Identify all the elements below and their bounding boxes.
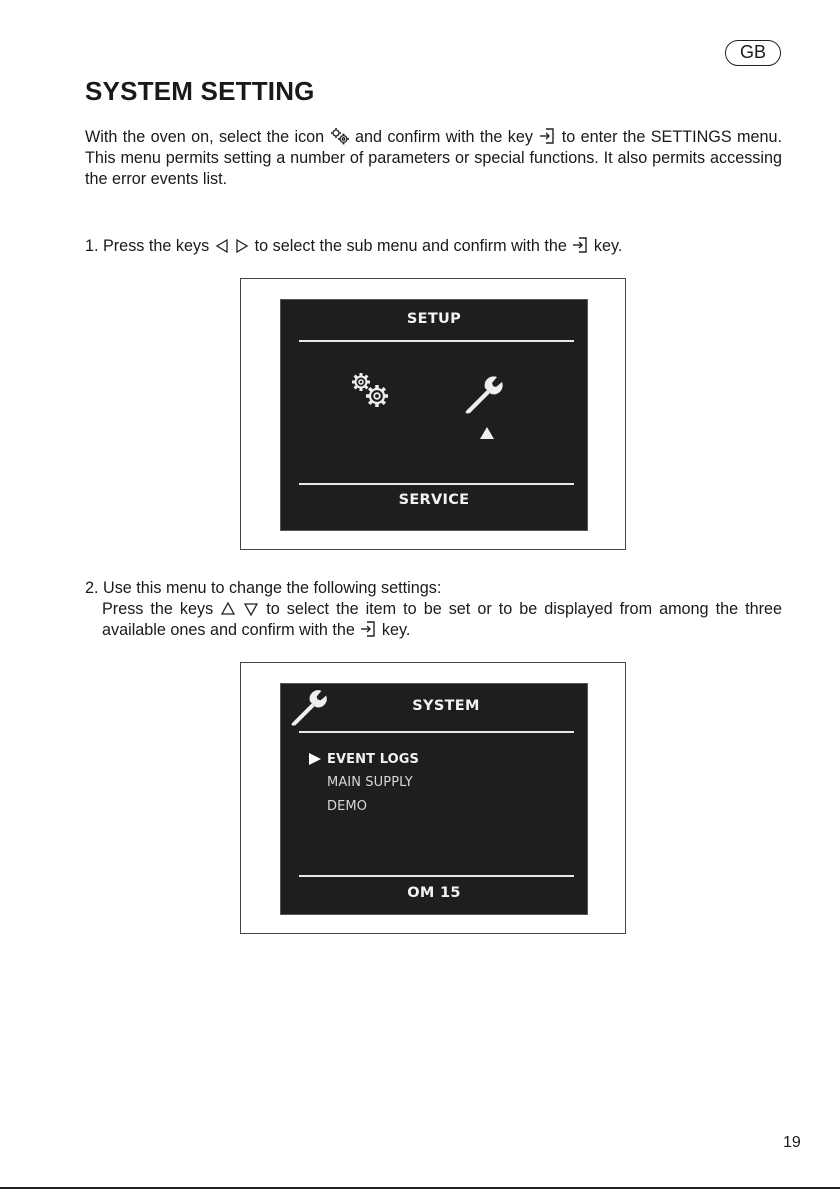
step-1 bbox=[85, 236, 782, 257]
menu-item-demo[interactable]: DEMO bbox=[327, 799, 368, 814]
step-2-detail bbox=[85, 599, 782, 641]
divider bbox=[299, 875, 574, 877]
intro-text-1: With the oven on, select the icon bbox=[85, 128, 325, 146]
gears-icon bbox=[349, 370, 393, 412]
triangle-right-icon bbox=[234, 238, 250, 254]
step-2-text-1: Press the keys bbox=[102, 600, 214, 618]
intro-text-2: and confirm with the key bbox=[354, 128, 533, 146]
gears-icon bbox=[330, 127, 350, 145]
language-badge: GB bbox=[725, 40, 781, 66]
step-2-text-3: key. bbox=[381, 621, 411, 639]
step-2-intro: 2. Use this menu to change the following settings: bbox=[85, 579, 442, 597]
page-number: 19 bbox=[783, 1134, 801, 1151]
triangle-down-icon bbox=[243, 601, 259, 617]
service-footer: SERVICE bbox=[398, 492, 470, 508]
setup-screen bbox=[280, 299, 588, 531]
step-2-text-2: to select the item to be set or to be displayed from among the three available ones and confirm with the bbox=[102, 600, 782, 639]
wrench-icon bbox=[463, 374, 505, 416]
step-1-text-1: 1. Press the keys bbox=[85, 237, 210, 255]
selection-arrow-icon bbox=[309, 753, 321, 765]
step-2 bbox=[85, 578, 782, 641]
system-title: SYSTEM bbox=[412, 698, 480, 714]
step-1-text-3: key. bbox=[593, 237, 623, 255]
triangle-left-icon bbox=[214, 238, 230, 254]
enter-key-icon bbox=[538, 127, 556, 145]
menu-item-event-logs[interactable]: EVENT LOGS bbox=[327, 752, 419, 767]
page-bottom-rule bbox=[0, 1187, 840, 1189]
model-footer: OM 15 bbox=[407, 885, 461, 901]
divider bbox=[299, 340, 574, 342]
system-screen bbox=[280, 683, 588, 915]
page-title: SYSTEM SETTING bbox=[85, 76, 315, 106]
setup-title: SETUP bbox=[406, 311, 462, 327]
enter-key-icon bbox=[359, 620, 377, 638]
triangle-up-icon bbox=[220, 601, 236, 617]
system-screen-figure bbox=[240, 662, 626, 934]
step-1-text-2: to select the sub menu and confirm with the bbox=[254, 237, 567, 255]
menu-item-main-supply[interactable]: MAIN SUPPLY bbox=[327, 775, 413, 790]
setup-screen-figure bbox=[240, 278, 626, 550]
triangle-up-icon bbox=[480, 427, 494, 439]
intro-text-3: to enter the SETTINGS menu. This menu permits setting a number of parameters or special functions. It also permits accessing the error events list. bbox=[85, 128, 783, 188]
enter-key-icon bbox=[571, 236, 589, 254]
intro-paragraph bbox=[85, 127, 782, 190]
divider bbox=[299, 731, 574, 733]
divider bbox=[299, 483, 574, 485]
